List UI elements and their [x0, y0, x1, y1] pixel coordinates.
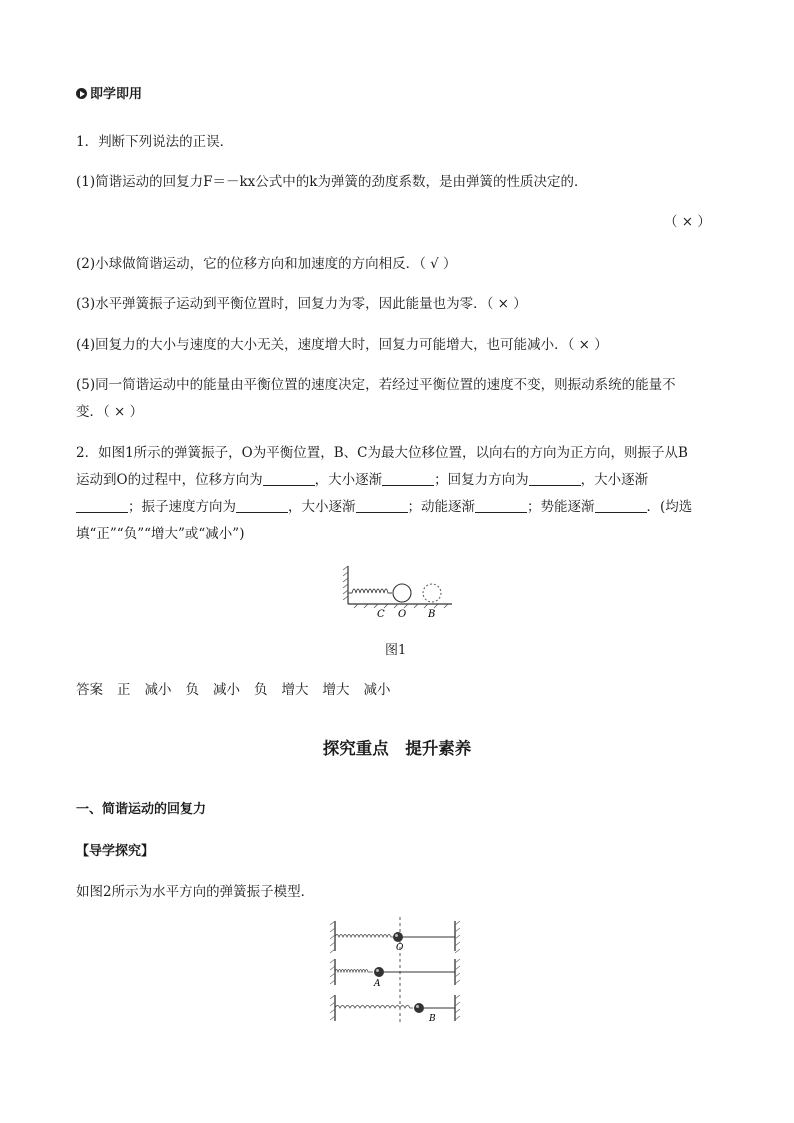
label-b: B	[429, 1014, 436, 1024]
label-o: O	[398, 609, 407, 620]
blank	[263, 471, 315, 486]
q2-line-4: 填“正”“负”“增大”或“减小”)	[76, 526, 245, 542]
q1-item-1-mark: （ × ）	[664, 214, 711, 230]
label-o: O	[396, 943, 404, 953]
q1-item-5-line1: (5)同一简谐运动中的能量由平衡位置的速度决定，若经过平衡位置的速度不变，则振动系统的能量不	[76, 377, 676, 393]
section-label-text: 即学即用	[90, 87, 143, 102]
q1-item-3: (3)水平弹簧振子运动到平衡位置时，回复力为零，因此能量也为零．（ × ）	[76, 296, 527, 312]
q2-line-1: 2．如图1所示的弹簧振子，O为平衡位置，B、C为最大位移位置，以向右的方向为正方向，则振子从B	[76, 445, 688, 461]
figure-2-spring-models	[325, 915, 465, 1027]
play-icon	[76, 88, 87, 99]
section-title: 探究重点 提升素养	[322, 739, 472, 758]
blank	[475, 498, 527, 513]
answer: 答案 正 减小 负 减小 负 增大 增大 减小	[76, 682, 391, 698]
q1-intro: 1．判断下列说法的正误．	[76, 134, 234, 150]
figure-1-spring-oscillator	[340, 562, 460, 622]
part-text: 如图2所示为水平方向的弹簧振子模型．	[76, 884, 315, 900]
model-o	[330, 921, 460, 953]
blank	[236, 498, 288, 513]
blank	[382, 471, 434, 486]
label-c: C	[377, 609, 385, 620]
figure-1-caption: 图1	[385, 643, 407, 658]
blank	[356, 498, 408, 513]
q1-item-5-line2: 变．（ × ）	[76, 404, 144, 420]
q1-item-2: (2)小球做简谐运动，它的位移方向和加速度的方向相反．（ √ ）	[76, 256, 457, 272]
q1-item-1: (1)简谐运动的回复力F＝－kx公式中的k为弹簧的劲度系数，是由弹簧的性质决定的．	[76, 174, 588, 190]
spring	[348, 589, 392, 593]
model-b	[330, 995, 460, 1024]
blank	[529, 471, 581, 486]
q2-line-3: ；振子速度方向为 ，大小逐渐 ；动能逐渐 ；势能逐渐 ．(均选	[76, 497, 718, 517]
blank	[595, 498, 647, 513]
ball-dashed	[423, 584, 441, 602]
label-a: A	[374, 979, 381, 989]
ball	[393, 584, 411, 602]
part-heading: 一、简谐运动的回复力	[76, 802, 207, 817]
q1-item-4: (4)回复力的大小与速度的大小无关，速度增大时，回复力可能增大，也可能减小．（ × ）	[76, 337, 608, 353]
answer-label: 答案	[76, 682, 103, 698]
q2-line-2: 运动到O的过程中，位移方向为 ，大小逐渐 ；回复力方向为 ，大小逐渐	[76, 472, 649, 488]
part-subheading: 【导学探究】	[76, 844, 155, 859]
section-label	[76, 85, 142, 105]
blank	[76, 498, 128, 513]
model-a	[330, 959, 460, 989]
label-b: B	[428, 609, 436, 620]
